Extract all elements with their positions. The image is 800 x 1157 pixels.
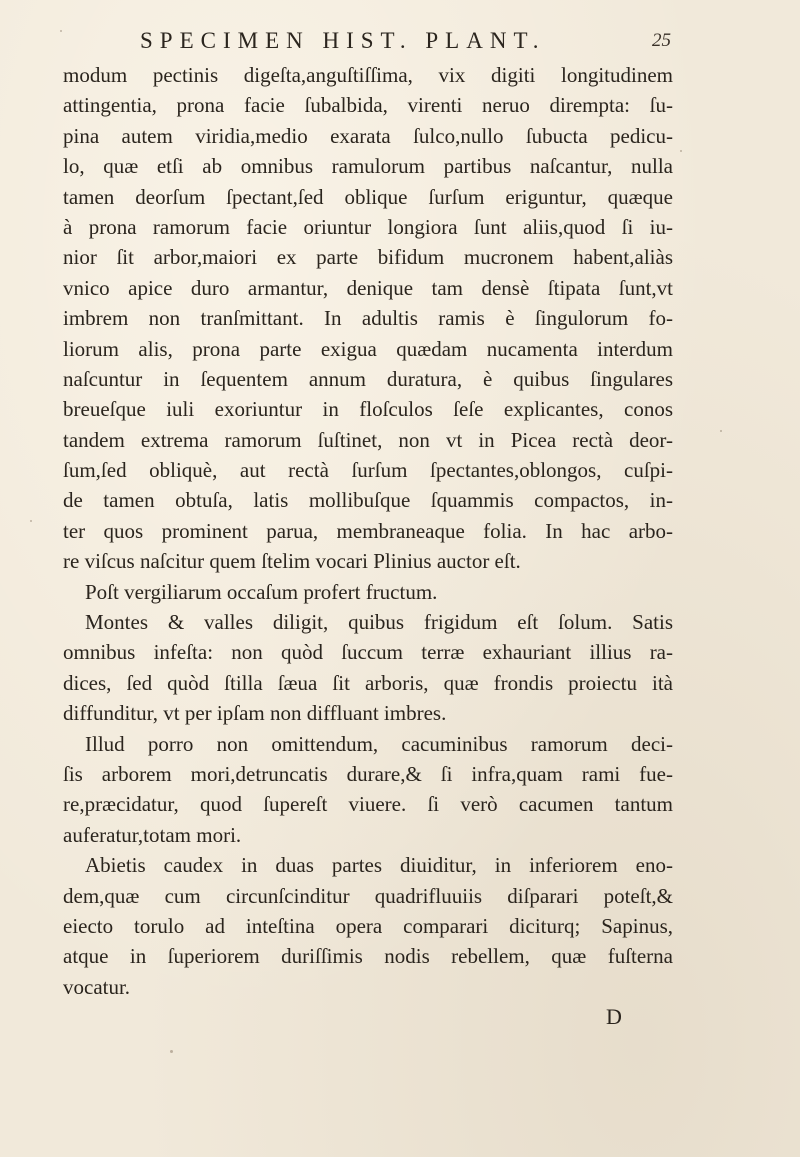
text-line: eiecto torulo ad inteſtina opera comparari diciturq; Sapinus, bbox=[63, 913, 673, 938]
text-line: naſcuntur in ſequentem annum duratura, è quibus ſingulares bbox=[63, 366, 673, 391]
text-line: pina autem viridia,medio exarata ſulco,nullo ſubucta pedicu- bbox=[63, 123, 673, 148]
text-line: attingentia, prona facie ſubalbida, virenti neruo dirempta: ſu- bbox=[63, 93, 673, 118]
text-line: imbrem non tranſmittant. In adultis ramis è ſingulorum fo- bbox=[63, 306, 673, 331]
text-line: tandem extrema ramorum ſuſtinet, non vt in Picea rectà deor- bbox=[63, 427, 673, 452]
text-line: omnibus infeſta: non quòd ſuccum terræ exhauriant illius ra- bbox=[63, 640, 673, 665]
text-line: ter quos prominent parua, membraneaque folia. In hac arbo- bbox=[63, 518, 673, 543]
text-line: dices, ſed quòd ſtilla ſæua ſit arboris, quæ frondis proiectu ità bbox=[63, 670, 673, 695]
text-line: diffunditur, vt per ipſam non diffluant imbres. bbox=[63, 701, 447, 726]
running-head bbox=[0, 22, 800, 56]
running-title: SPECIMEN HIST. PLANT. bbox=[140, 28, 546, 53]
text-line: nior ſit arbor,maiori ex parte bifidum mucronem habent,aliàs bbox=[63, 245, 673, 270]
paper-speck bbox=[680, 150, 682, 152]
text-line: modum pectinis digeſta,anguſtiſſima, vix digiti longitudinem bbox=[63, 63, 673, 87]
paper-speck bbox=[720, 430, 722, 432]
signature-mark: D bbox=[606, 1004, 622, 1029]
paper-speck bbox=[30, 520, 32, 522]
text-line: à prona ramorum facie oriuntur longiora ſunt aliis,quod ſi iu- bbox=[63, 214, 673, 239]
body-text bbox=[63, 60, 673, 1002]
text-line: Poſt vergiliarum occaſum profert fructum. bbox=[85, 579, 438, 604]
text-line: breueſque iuli exoriuntur in floſculos ſeſe explicantes, conos bbox=[63, 397, 673, 422]
text-line: dem,quæ cum circunſcinditur quadrifluuiis diſparari poteſt,& bbox=[63, 883, 673, 908]
paper-speck bbox=[170, 1050, 173, 1053]
text-line: ſum,ſed obliquè, aut rectà ſurſum ſpectantes,oblongos, cuſpi- bbox=[63, 458, 673, 483]
text-line: re,præcidatur, quod ſupereſt viuere. ſi verò cacumen tantum bbox=[63, 792, 673, 817]
text-line: tamen deorſum ſpectant,ſed oblique ſurſum eriguntur, quæque bbox=[63, 184, 673, 209]
text-line: Abietis caudex in duas partes diuiditur, in inferiorem eno- bbox=[85, 853, 673, 878]
text-line: Montes & valles diligit, quibus frigidum eſt ſolum. Satis bbox=[85, 610, 673, 635]
text-line: vocatur. bbox=[63, 974, 131, 999]
text-line: atque in ſuperiorem duriſſimis nodis rebellem, quæ fuſterna bbox=[63, 944, 673, 969]
text-line: Illud porro non omittendum, cacuminibus ramorum deci- bbox=[85, 731, 673, 756]
text-line: ſis arborem mori,detruncatis durare,& ſi infra,quam rami fue- bbox=[63, 761, 673, 786]
text-line: auferatur,totam mori. bbox=[63, 822, 242, 847]
text-line: vnico apice duro armantur, denique tam densè ſtipata ſunt,vt bbox=[63, 275, 673, 300]
paper-speck bbox=[60, 30, 62, 32]
text-line: liorum alis, prona parte exigua quædam nucamenta interdum bbox=[63, 336, 673, 361]
page-number: 25 bbox=[652, 30, 671, 51]
text-line: de tamen obtuſa, latis mollibuſque ſquammis compactos, in- bbox=[63, 488, 673, 513]
text-line: lo, quæ etſi ab omnibus ramulorum partibus naſcantur, nulla bbox=[63, 154, 673, 179]
text-line: re viſcus naſcitur quem ſtelim vocari Plinius auctor eſt. bbox=[63, 549, 521, 574]
